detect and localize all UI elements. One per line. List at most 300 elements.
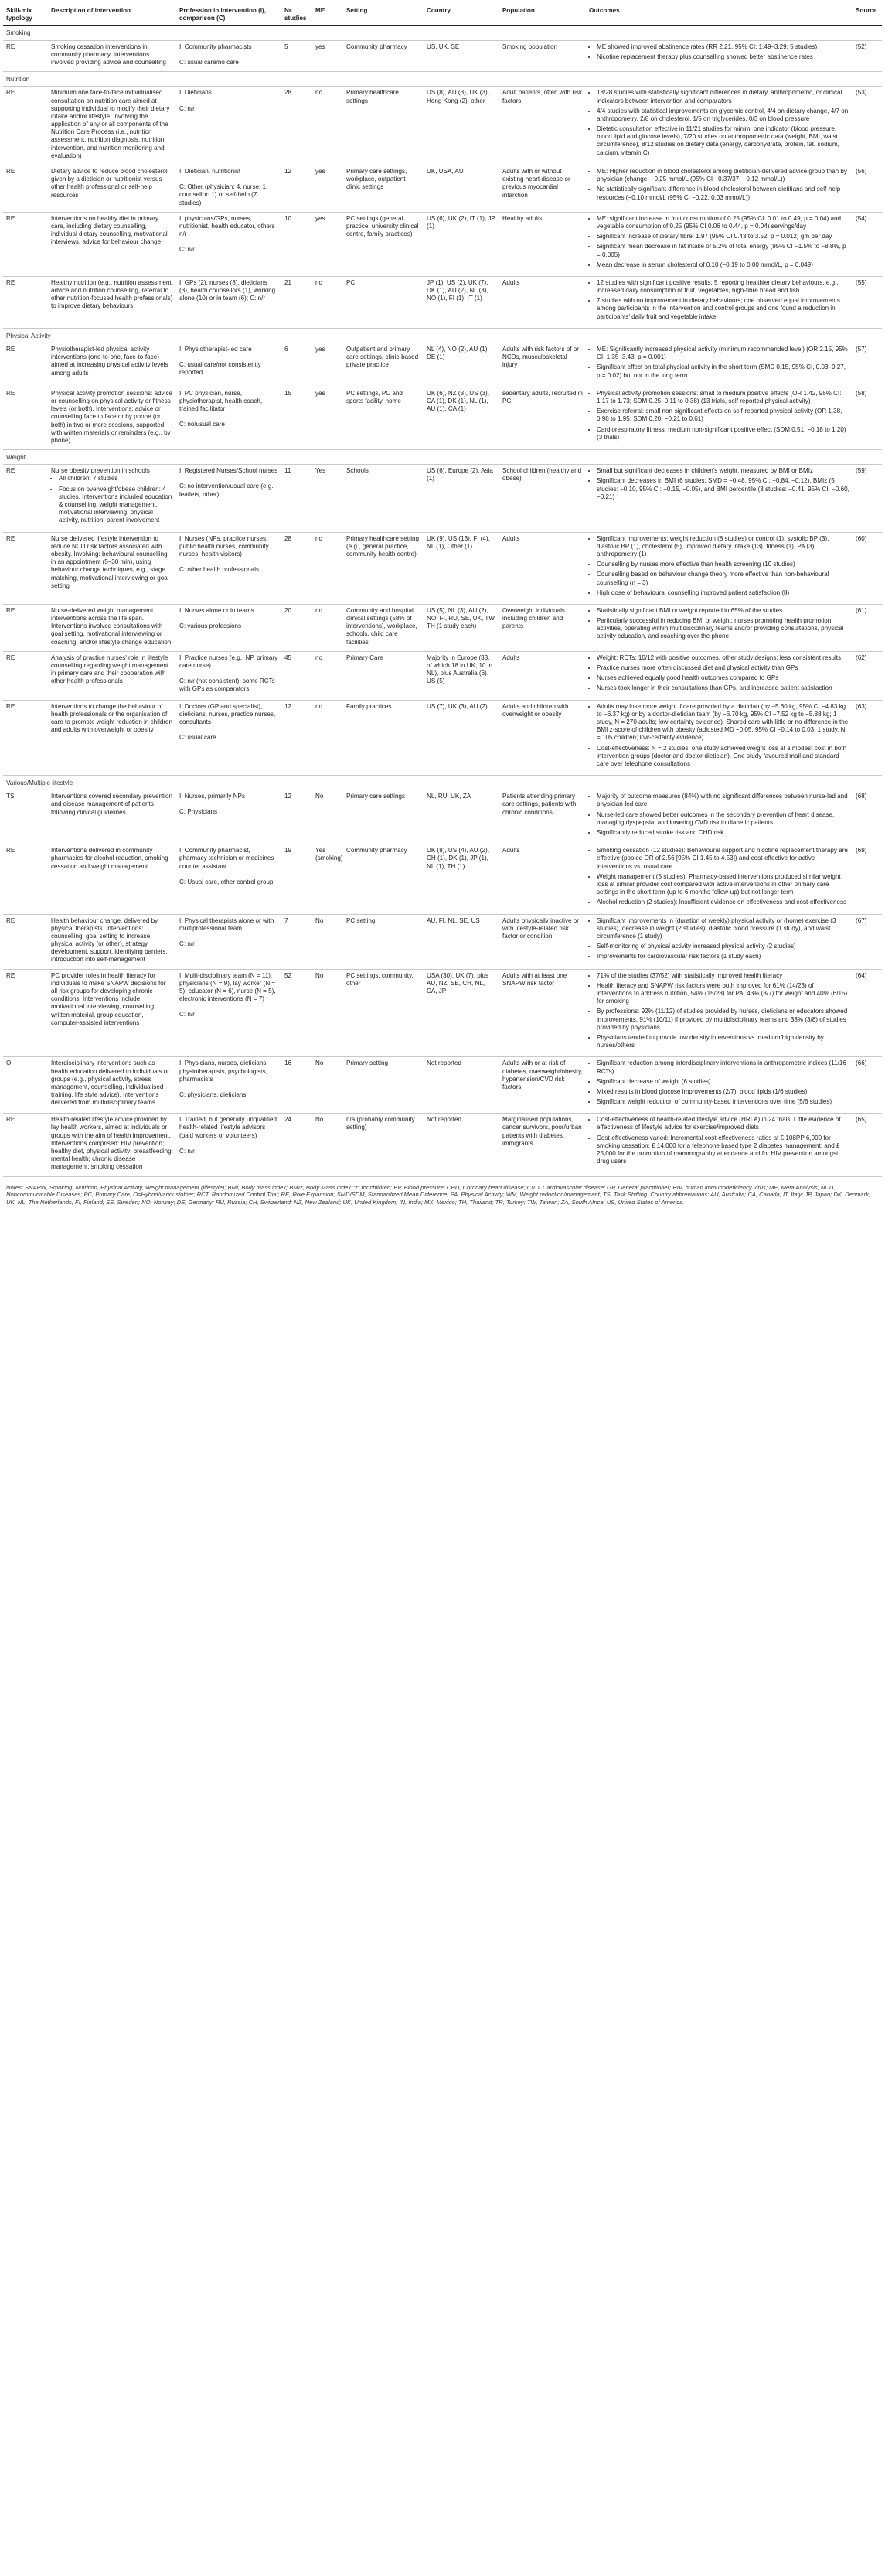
source-cell: (59) <box>853 465 882 532</box>
country-cell: Not reported <box>424 1057 499 1114</box>
list-item: • Self-monitoring of physical activity increased physical activity (2 studies) <box>597 943 849 950</box>
population-cell: School children (healthy and obese) <box>499 465 586 532</box>
typology-cell: RE <box>3 212 48 276</box>
studies-cell: 10 <box>281 212 312 276</box>
population-cell: Adult patients, often with risk factors <box>499 87 586 165</box>
outcomes-cell <box>586 604 853 651</box>
description-cell <box>48 465 176 532</box>
profession-cell <box>176 165 281 213</box>
list-item: • Significant decreases in BMI (6 studies: SMD = −0.48, 95% CI: −0.84, −0.12), BMIz (5 studies: −0.10, 95% CI: −0.15, −0.05), and BMI percentile (3 studies: −0.41, 95% CI: −0.60, −0.21) <box>597 477 849 501</box>
table-row <box>3 343 882 387</box>
list-item: • Weight: RCTs: 10/12 with positive outcomes, other study designs: less consistent results <box>597 654 849 662</box>
list-item: • Small but significant decreases in children's weight, measured by BMI or BMIz <box>597 467 849 475</box>
studies-cell: 12 <box>281 165 312 213</box>
setting-cell: Primary care settings <box>343 790 424 844</box>
setting-cell: Primary healthcare settings <box>343 87 424 165</box>
table-row <box>3 914 882 969</box>
me-cell: No <box>312 790 343 844</box>
source-cell: (52) <box>853 40 882 72</box>
list-item: • Significant improvements: weight reduction (8 studies) or control (1), systolic BP (3), diastolic BP (1), cholesterol (5), improved dietary intake (13), fitness (1), PA (3), anthropometry (1) <box>597 535 849 559</box>
country-cell: US (5), NL (3), AU (2), NO, FI, RU, SE, UK, TW, TH (1 study each) <box>424 604 499 651</box>
list-item: • Alcohol reduction (2 studies): Insufficient evidence on effectiveness and cost-effectiveness <box>597 899 849 906</box>
list-item: • ME showed improved abstinence rates (RR 2.21, 95% CI: 1.49–3.29; 5 studies) <box>597 43 849 51</box>
outcomes-cell <box>586 387 853 449</box>
list-item: • Significant reduction among interdisciplinary interventions in anthropometric indices (11/16 RCTs) <box>597 1059 849 1075</box>
studies-cell: 20 <box>281 604 312 651</box>
list-item: • Smoking cessation (12 studies): Behavioural support and nicotine replacement therapy are effective (pooled OR of 2.56 [95% CI 1.45 to 4.53]) and cost-effective for active interventions vs. usual care <box>597 847 849 871</box>
table-row <box>3 844 882 914</box>
country-cell: US, UK, SE <box>424 40 499 72</box>
list-item: • 4/4 studies with statistical improvements on glycemic control, 4/4 on dietary change, 4/7 on anthropometry, 2/8 on cholesterol, 1/5 on triglycerides, 0/3 on blood pressure <box>597 107 849 123</box>
me-cell: yes <box>312 165 343 213</box>
list-item: • Practice nurses more often discussed diet and physical activity than GPs <box>597 664 849 672</box>
studies-cell: 15 <box>281 387 312 449</box>
country-cell: Majority in Europe (33, of which 18 in UK; 10 in NL), plus Australia (6), US (5) <box>424 651 499 700</box>
table-row <box>3 276 882 328</box>
outcomes-list <box>589 917 849 961</box>
description-text: Minimum one face-to-face individualised consultation on nutrition care aimed at supporting individual to modify their dietary intake and/or lifestyle, involving the application of any or all components of the Nutrition Care Process (i.e., nutrition assessment, nutrition diagnosis, nutrition intervention, and nutrition monitoring and evaluation) <box>51 89 170 159</box>
studies-cell: 12 <box>281 700 312 776</box>
description-text: Healthy nutrition (e.g., nutrition assessment, advice and nutrition counselling, referral to other nutrition-focused health professionals) to improve dietary behaviours <box>51 278 173 310</box>
outcomes-list <box>589 390 849 442</box>
description-cell <box>48 387 176 449</box>
outcomes-list <box>589 467 849 501</box>
section-title: Nutrition <box>3 72 882 87</box>
source-cell: (68) <box>853 790 882 844</box>
list-item: • By professions: 92% (11/12) of studies provided by nurses, dieticians or educators showed improvements, 91% (10/11) if provided by multidisciplinary teams and 33% (3/8) of studies provided by physicians <box>597 1008 849 1032</box>
description-text: Physiotherapist-led physical activity interventions (one-to-one, face-to-face) aimed at increasing physical activity levels among adults <box>51 346 168 377</box>
list-item: • Health literacy and SNAPW risk factors were both improved for 61% (14/23) of interventions to address nutrition, 54% (15/28) for PA, 43% (3/7) for weight and 40% (6/15) for smoking <box>597 982 849 1006</box>
typology-cell: TS <box>3 790 48 844</box>
profession-comparison: C: Usual care, other control group <box>179 878 274 885</box>
list-item: • Exercise referral: small non-significant effects on self-reported physical activity (OR 1.38, 0.98 to 1.95; SDM 0.20, −0.21 to 0.61) <box>597 408 849 423</box>
profession-comparison: C: Physicians <box>179 808 218 816</box>
population-cell: Adults <box>499 651 586 700</box>
studies-cell: 12 <box>281 790 312 844</box>
section-title: Physical Activity <box>3 328 882 343</box>
list-item: • Significant weight reduction of community-based interventions over time (5/6 studies) <box>597 1098 849 1106</box>
description-text: Interventions delivered in community pharmacies for alcohol reduction, smoking cessation and weight management <box>51 847 168 870</box>
population-cell: Adults <box>499 276 586 328</box>
typology-cell: RE <box>3 276 48 328</box>
source-cell: (54) <box>853 212 882 276</box>
description-text: Interventions covered secondary prevention and disease management of patients following clinical guidelines <box>51 793 173 816</box>
profession-cell <box>176 212 281 276</box>
column-header: Population <box>499 5 586 26</box>
description-cell <box>48 1114 176 1176</box>
profession-cell <box>176 969 281 1057</box>
profession-intervention: I: Trained, but generally unqualified health-related lifestyle advisors (paid workers or volunteers) <box>179 1116 277 1139</box>
description-cell <box>48 276 176 328</box>
population-cell: Adults with at least one SNAPW risk factor <box>499 969 586 1057</box>
section-title: Smoking <box>3 26 882 40</box>
typology-cell: RE <box>3 532 48 604</box>
description-cell <box>48 651 176 700</box>
outcomes-list <box>589 654 849 693</box>
table-body <box>3 26 882 1176</box>
outcomes-list <box>589 972 849 1050</box>
population-cell: Adults <box>499 532 586 604</box>
column-header: Outcomes <box>586 5 853 26</box>
list-item: • 12 studies with significant positive results: 5 reporting healthier dietary behaviours, e.g., increased daily consumption of fruit, vegetables, high-fibre bread and fish <box>597 279 849 295</box>
list-item: • Focus on overweight/obese children: 4 studies. Interventions included education & counselling, weight management, motivational interviewing, physical activity, nutrition, parent involvement <box>59 486 173 525</box>
setting-cell: PC setting <box>343 914 424 969</box>
list-item: • Cost-effectiveness varied: Incremental cost-effectiveness ratios at £ 108PP 6,000 for smoking cessation; £ 14,000 for a telephone based type 2 diabetes management; and £ 25,000 for the promotion of mammography attendance and for HIV prevention amongst drug users <box>597 1134 849 1166</box>
section-title: Weight <box>3 450 882 465</box>
list-item: • Physicians tended to provide low density interventions vs. medium/high density by nurses/others <box>597 1034 849 1049</box>
profession-intervention: I: Physiotherapist-led care <box>179 346 252 353</box>
profession-cell <box>176 387 281 449</box>
outcomes-list <box>589 215 849 269</box>
description-cell <box>48 87 176 165</box>
typology-cell: RE <box>3 87 48 165</box>
profession-cell <box>176 844 281 914</box>
setting-cell: Outpatient and primary care settings, clinic-based private practice <box>343 343 424 387</box>
table-row <box>3 40 882 72</box>
studies-cell: 45 <box>281 651 312 700</box>
me-cell: yes <box>312 343 343 387</box>
profession-comparison: C: no/usual care <box>179 421 225 428</box>
list-item: • Cost-effectiveness of health-related lifestyle advice (HRLA) in 24 trials. Little evidence of effectiveness of lifestyle advice for exercise/improved diets <box>597 1116 849 1131</box>
list-item: • Cardiorespiratory fitness: medium non-significant positive effect (SDM 0.51, −0.18 to 1.20) (3 trials) <box>597 426 849 442</box>
section-row <box>3 328 882 343</box>
profession-intervention: I: Nurses alone or in teams <box>179 606 254 614</box>
source-cell: (66) <box>853 1057 882 1114</box>
source-cell: (61) <box>853 604 882 651</box>
profession-intervention: I: Dietician, nutritionist <box>179 168 241 175</box>
typology-cell: RE <box>3 604 48 651</box>
list-item: • Nurse-led care showed better outcomes in the secondary prevention of heart disease, managing dyspepsia; and lowering CVD risk in diabetic patients <box>597 811 849 827</box>
list-item: • ME: Significantly increased physical activity (minimum recommended level) (OR 2.15, 95% CI: 1.35–3.43, p = 0.001) <box>597 346 849 361</box>
table-row <box>3 790 882 844</box>
studies-cell: 16 <box>281 1057 312 1114</box>
list-item: • 71% of the studies (37/52) with statistically improved health literacy <box>597 972 849 980</box>
list-item: • Adults may lose more weight if care provided by a dietician (by −5.60 kg, 95% CI −4.83 kg to −6.37 kg) or by a doctor-dietician team (by −6.70 kg, 95% CI −7.52 kg to −5.88 kg; 1 study, N = 270 adults; low-certainty evidence). Shared care with little or no difference in the BMI z-score of children with obesity (adjusted MD −0.05, 95% CI −0.14 to 0.03; 1 study, N = 105 children; low-certainty evidence) <box>597 703 849 742</box>
list-item: • Majority of outcome measures (84%) with no significant differences between nurse-led and physician-led care <box>597 793 849 808</box>
table-row <box>3 651 882 700</box>
section-title: Various/Multiple lifestyle <box>3 776 882 790</box>
profession-comparison: C: Other (physician: 4, nurse: 1, counsellor: 1) or self-help (7 studies) <box>179 183 268 206</box>
me-cell: no <box>312 651 343 700</box>
typology-cell: RE <box>3 844 48 914</box>
source-cell: (53) <box>853 87 882 165</box>
me-cell: no <box>312 700 343 776</box>
profession-intervention: I: Physical therapists alone or with multiprofessional team <box>179 916 274 932</box>
outcomes-list <box>589 535 849 597</box>
description-cell <box>48 1057 176 1114</box>
typology-cell: RE <box>3 387 48 449</box>
profession-comparison: C: no intervention/usual care (e.g., leaflets, other) <box>179 483 275 498</box>
table-row <box>3 1114 882 1176</box>
profession-intervention: I: Registered Nurses/School nurses <box>179 467 278 475</box>
outcomes-list <box>589 346 849 380</box>
studies-cell: 21 <box>281 276 312 328</box>
profession-cell <box>176 276 281 328</box>
list-item: • Significant effect on total physical activity in the short term (SMD 0.15, 95% CI, 0.03–0.27, p = 0.02) but not in the long term <box>597 363 849 379</box>
table-row <box>3 532 882 604</box>
list-item: • Nicotine replacement therapy plus counselling showed better abstinence rates <box>597 53 849 61</box>
source-cell: (58) <box>853 387 882 449</box>
profession-intervention: I: Dieticians <box>179 89 212 97</box>
outcomes-cell <box>586 969 853 1057</box>
studies-cell: 52 <box>281 969 312 1057</box>
profession-intervention: I: Community pharmacist, pharmacy technician or medicines counter assistant <box>179 847 274 870</box>
setting-cell: Community and hospital clinical settings (58% of interventions), workplace, schools, child care facilities <box>343 604 424 651</box>
outcomes-cell <box>586 651 853 700</box>
profession-intervention: I: Multi-disciplinary team (N = 11), physicians (N = 9), lay worker (N = 5), educator (N = 6), nurse (N = 5), electronic interventions (N = 7) <box>179 971 276 1003</box>
source-cell: (64) <box>853 969 882 1057</box>
list-item: • Dietetic consultation effective in 11/21 studies for minim. one indicator (blood pressure, blood lipid and glucose levels), 7/20 studies on anthropometric data (weight, BMI, waist circumference), 8/12 studies on dietary data (energy, carbohydrate, protein, fat, sodium, calcium, vitamin C) <box>597 125 849 157</box>
outcomes-cell <box>586 40 853 72</box>
outcomes-list <box>589 1059 849 1106</box>
column-header: Nr. studies <box>281 5 312 26</box>
typology-cell: RE <box>3 969 48 1057</box>
description-cell <box>48 40 176 72</box>
outcomes-list <box>589 607 849 641</box>
population-cell: Patients attending primary care settings, patients with chronic conditions <box>499 790 586 844</box>
profession-intervention: I: Practice nurses (e.g., NP, primary care nurse) <box>179 653 278 669</box>
studies-cell: 28 <box>281 87 312 165</box>
column-header: Setting <box>343 5 424 26</box>
description-cell <box>48 343 176 387</box>
column-header: Skill-mix typology <box>3 5 48 26</box>
source-cell: (60) <box>853 532 882 604</box>
evidence-table <box>3 5 882 1177</box>
profession-intervention: I: Doctors (GP and specialist), dieticians, nurses, practice nurses, consultants <box>179 702 276 725</box>
population-cell: Adults <box>499 844 586 914</box>
table-row <box>3 165 882 213</box>
profession-cell <box>176 1057 281 1114</box>
table-header <box>3 5 882 26</box>
setting-cell: Primary healthcare setting (e.g., general practice, community health centre) <box>343 532 424 604</box>
country-cell: UK, USA, AU <box>424 165 499 213</box>
profession-cell <box>176 1114 281 1176</box>
country-cell: AU, FI, NL, SE, US <box>424 914 499 969</box>
population-cell: Adults physically inactive or with lifestyle-related risk factor or condition <box>499 914 586 969</box>
country-cell: UK (9), US (13), FI (4), NL (1), Other (1) <box>424 532 499 604</box>
section-row <box>3 72 882 87</box>
me-cell: Yes <box>312 465 343 532</box>
studies-cell: 24 <box>281 1114 312 1176</box>
description-cell <box>48 844 176 914</box>
profession-cell <box>176 465 281 532</box>
typology-cell: RE <box>3 40 48 72</box>
me-cell: No <box>312 969 343 1057</box>
list-item: • Improvements for cardiovascular risk factors (1 study each) <box>597 953 849 960</box>
population-cell: Adults with or without existing heart disease or previous myocardial infarction <box>499 165 586 213</box>
description-text: Nurse obesity prevention in schools <box>51 467 150 475</box>
list-item: • Statistically significant BMI or weight reported in 65% of the studies <box>597 607 849 615</box>
outcomes-cell <box>586 790 853 844</box>
me-cell: No <box>312 1114 343 1176</box>
typology-cell: RE <box>3 914 48 969</box>
section-row <box>3 450 882 465</box>
description-cell <box>48 604 176 651</box>
profession-comparison: C: usual care <box>179 734 216 742</box>
source-cell: (63) <box>853 700 882 776</box>
setting-cell: n/a (probably community setting) <box>343 1114 424 1176</box>
profession-cell <box>176 914 281 969</box>
table-row <box>3 604 882 651</box>
list-item: • No statistically significant difference in blood cholesterol between dietitians and self-help resources (−0.10 mmol/L (95% CI −0.22, 0.03 mmol/L)) <box>597 186 849 201</box>
description-cell <box>48 165 176 213</box>
me-cell: yes <box>312 212 343 276</box>
profession-cell <box>176 700 281 776</box>
population-cell: Adults with risk factors of or NCDs, musculoskeletal injury <box>499 343 586 387</box>
profession-intervention: I: Physicians, nurses, dieticians, physiotherapists, psychologists, pharmacists <box>179 1059 268 1083</box>
me-cell: No <box>312 914 343 969</box>
outcomes-cell <box>586 1114 853 1176</box>
description-text: Analysis of practice nurses' role in lifestyle counselling regarding weight management in primary care and their cooperation with other health professionals <box>51 653 169 685</box>
outcomes-list <box>589 43 849 61</box>
list-item: • 18/28 studies with statistically significant differences in dietary, anthropometric, or clinical indicators between intervention and comparators <box>597 89 849 104</box>
country-cell: US (6), Europe (2), Asia (1) <box>424 465 499 532</box>
outcomes-list <box>589 1116 849 1165</box>
profession-comparison: C: n/r (not consistent), some RCTs with GPs as comparators <box>179 677 275 693</box>
description-text: Physical activity promotion sessions: advice or counselling on physical activity or fitness levels (or both). Interventions: advice or counselling face to face or by phone (or both) in two or more sessions, supported with written materials or reminders (e.g., by phone) <box>51 389 172 444</box>
profession-intervention: I: Nurses (NPs, practice nurses, public health nurses, community nurses, health visitors) <box>179 534 269 558</box>
list-item: • Significant mean decrease in fat intake of 5.2% of total energy (95% CI −1.5% to −8.8%, p = 0.005) <box>597 243 849 258</box>
profession-comparison: C: usual care/no care <box>179 58 239 66</box>
setting-cell: PC settings (general practice, university clinical centre, family practices) <box>343 212 424 276</box>
profession-comparison: C: physicians, dieticians <box>179 1090 247 1098</box>
list-item: • Nurses took longer in their consultations than GPs, and increased patient satisfaction <box>597 684 849 692</box>
description-text: Interdisciplinary interventions such as health education delivered to individuals or groups (e.g., physical activity, stress management, counselling, individualised training, life style advice). Interventions delivered from multidisciplinary teams <box>51 1059 169 1107</box>
list-item: • Mixed results in blood glucose improvements (2/7), blood lipids (1/6 studies) <box>597 1088 849 1096</box>
me-cell: no <box>312 87 343 165</box>
setting-cell: PC <box>343 276 424 328</box>
population-cell: Adults with or at risk of diabetes, overweight/obesity, hypertension/CVD risk factors <box>499 1057 586 1114</box>
setting-cell: Primary Care <box>343 651 424 700</box>
typology-cell: RE <box>3 165 48 213</box>
outcomes-cell <box>586 343 853 387</box>
description-text: Dietary advice to reduce blood cholesterol given by a dietician or nutritionist versus other health professional or self-help resources <box>51 168 168 199</box>
profession-comparison: C: various professions <box>179 623 242 630</box>
outcomes-cell <box>586 87 853 165</box>
list-item: • Nurses achieved equally good health outcomes compared to GPs <box>597 674 849 682</box>
source-cell: (62) <box>853 651 882 700</box>
outcomes-cell <box>586 165 853 213</box>
outcomes-cell <box>586 1057 853 1114</box>
profession-cell <box>176 651 281 700</box>
setting-cell: Community pharmacy <box>343 844 424 914</box>
outcomes-cell <box>586 844 853 914</box>
list-item: • High dose of behavioural counselling improved patient satisfaction (8) <box>597 589 849 597</box>
country-cell: US (7), UK (3), AU (2) <box>424 700 499 776</box>
country-cell: NL (4), NO (2), AU (1), DE (1) <box>424 343 499 387</box>
table-row <box>3 700 882 776</box>
description-cell <box>48 914 176 969</box>
table-notes: Notes: SNAPW, Smoking, Nutrition, Physical Activity, Weight management (lifestyle); BMI, Body mass index; BMIz, Body Mass Index "z" for children; BP, Blood pressure; CHD, Coronary heart disease; CVD, Cardiovascular disease; GP, General practitioner; HIV, human immunodeficiency virus; ME, Meta Analysis; NCD, Noncommunicable Diseases; PC, Primary Care, O=Hybrid/various/other; RCT, Randomized Control Trial; RE, Role Expansion; SMD/SDM, Standardized Mean Difference; PA, Physical Activity; WM, Weight reduction/management; TS, Task Shifting. Country abbreviations: AU, Australia; CA, Canada; IT, Italy; JP, Japan; DK, Denmark; UK, NL, The Netherlands; FI, Finland; SE, Sweden; NO, Norway; DE, Germany; RU, Russia; CH, Switzerland; NZ, New Zealand; UK, United Kingdom; IN, India; MX, Mexico; TH, Thailand; TR, Turkey; TW, Taiwan; ZA, South Africa; US, United States of America. <box>3 1179 882 1207</box>
table-row <box>3 969 882 1057</box>
list-item: • Counselling based on behaviour change theory more effective than non-behavioural counselling (n = 3) <box>597 571 849 586</box>
source-cell: (65) <box>853 1114 882 1176</box>
description-text: Nurse delivered lifestyle intervention to reduce NCD risk factors associated with obesity. Involving: behavioural counselling in an appointment (5–30 min), using behaviour change techniques, e.g., stage matching, motivational interviewing or goal setting <box>51 534 169 589</box>
description-cell <box>48 700 176 776</box>
section-row <box>3 776 882 790</box>
outcomes-cell <box>586 276 853 328</box>
column-header: ME <box>312 5 343 26</box>
profession-cell <box>176 40 281 72</box>
profession-intervention: I: PC physician, nurse, physiotherapist, health coach, trained facilitator <box>179 389 263 413</box>
country-cell: JP (1), US (2), UK (7), DK (1), AU (2), NL (3), NO (1), FI (1), IT (1) <box>424 276 499 328</box>
description-text: Interventions to change the behaviour of health professionals or the organisation of care to promote weight reduction in children and adults with overweight or obesity <box>51 702 173 734</box>
me-cell: Yes (smoking) <box>312 844 343 914</box>
outcomes-cell <box>586 914 853 969</box>
outcomes-cell <box>586 212 853 276</box>
me-cell: no <box>312 532 343 604</box>
list-item: • Weight management (5 studies): Pharmacy-based interventions produced similar weight loss at similar provider cost compared with active interventions in other primary care settings in the short term (up to 6 months follow-up) but not longer term <box>597 873 849 897</box>
description-text: PC provider roles in health literacy for individuals to make SNAPW decisions for all risk groups for developing chronic conditions. Interventions include motivational interviewing, counselling, written material, group education, computer-assisted interventions <box>51 971 166 1026</box>
profession-comparison: C: n/r <box>179 1147 195 1155</box>
country-cell: UK (8), US (4), AU (2), CH (1), DK (1), JP (1), NL (1), TH (1) <box>424 844 499 914</box>
list-item: • Significant increase of dietary fibre: 1.97 (95% CI 0.43 to 3.52, p = 0.012) gm per day <box>597 233 849 241</box>
population-cell: Smoking population <box>499 40 586 72</box>
table-row <box>3 465 882 532</box>
setting-cell: Primary setting <box>343 1057 424 1114</box>
section-row <box>3 26 882 40</box>
population-cell: Marginalised populations, cancer survivors, poor/urban patients with diabetes, immigrants <box>499 1114 586 1176</box>
list-item: • 7 studies with no improvement in dietary behaviours; one observed equal improvements among participants in the intervention and control groups and one found a reduction in participants' daily fruit and vegetable intake <box>597 297 849 321</box>
document-page <box>0 0 885 1206</box>
profession-intervention: I: physicians/GPs, nurses, nutritionist, health educator, others n/r <box>179 214 275 238</box>
setting-cell: Community pharmacy <box>343 40 424 72</box>
outcomes-list <box>589 279 849 321</box>
source-cell: (67) <box>853 914 882 969</box>
list-item: • All children: 7 studies <box>59 475 173 483</box>
me-cell: yes <box>312 40 343 72</box>
table-row <box>3 387 882 449</box>
profession-intervention: I: Nurses, primarily NPs <box>179 793 245 800</box>
profession-intervention: I: GPs (2), nurses (8), dieticians (3), health counsellors (1), working alone (10) or in team (6); C: n/r <box>179 278 276 302</box>
description-cell <box>48 790 176 844</box>
me-cell: no <box>312 604 343 651</box>
studies-cell: 7 <box>281 914 312 969</box>
profession-comparison: C: n/r <box>179 1011 195 1018</box>
description-cell <box>48 212 176 276</box>
profession-intervention: I: Community pharmacists <box>179 43 252 50</box>
country-cell: US (6), UK (2), IT (1), JP (1) <box>424 212 499 276</box>
profession-cell <box>176 532 281 604</box>
studies-cell: 28 <box>281 532 312 604</box>
country-cell: UK (6), NZ (3), US (3), CA (1), DK (1), NL (1), AU (1), CA (1) <box>424 387 499 449</box>
list-item: • Significant decrease of weight (6 studies) <box>597 1078 849 1086</box>
description-text: Health behaviour change, delivered by physical therapists. Interventions: counselling, goal setting to increase physical activity (or other), strategy development, support, identifying barriers, introduction into self-management <box>51 916 168 964</box>
list-item: • Significantly reduced stroke risk and CHD risk <box>597 829 849 837</box>
me-cell: no <box>312 276 343 328</box>
population-cell: sedentary adults, recruited in PC <box>499 387 586 449</box>
source-cell: (57) <box>853 343 882 387</box>
description-cell <box>48 969 176 1057</box>
description-text: Nurse-delivered weight management interventions across the life span. Interventions involved consultations with goal setting, motivational interviewing or coaching, and/or lifestyle change education <box>51 606 172 646</box>
setting-cell: PC settings, PC and sports facility, home <box>343 387 424 449</box>
list-item: • ME: Higher reduction in blood cholesterol among dietitician-delivered advice group than by physician (change: −0.25 mmol/L (95% CI −0.37/37, −0.12 mmol/L)) <box>597 168 849 183</box>
description-bullets <box>51 475 173 524</box>
outcomes-list <box>589 89 849 157</box>
list-item: • Physical activity promotion sessions: small to medium positive effects (OR 1.42, 95% CI: 1.17 to 1.73; SDM 0.25, 0.11 to 0.38) (13 trials, self reported physical activity) <box>597 390 849 405</box>
studies-cell: 6 <box>281 343 312 387</box>
outcomes-list <box>589 703 849 769</box>
list-item: • Significant improvements in (duration of weekly) physical activity or (home) exercise (3 studies), decrease in weight (2 studies), diastolic blood pressure (1 study), and waist circumference (1 study) <box>597 917 849 941</box>
population-cell: Overweight individuals including children and parents <box>499 604 586 651</box>
profession-cell <box>176 343 281 387</box>
typology-cell: RE <box>3 1114 48 1176</box>
profession-comparison: C: n/r <box>179 104 195 112</box>
column-header: Source <box>853 5 882 26</box>
country-cell: US (8), AU (3), UK (3), Hong Kong (2), other <box>424 87 499 165</box>
outcomes-list <box>589 847 849 906</box>
typology-cell: RE <box>3 651 48 700</box>
